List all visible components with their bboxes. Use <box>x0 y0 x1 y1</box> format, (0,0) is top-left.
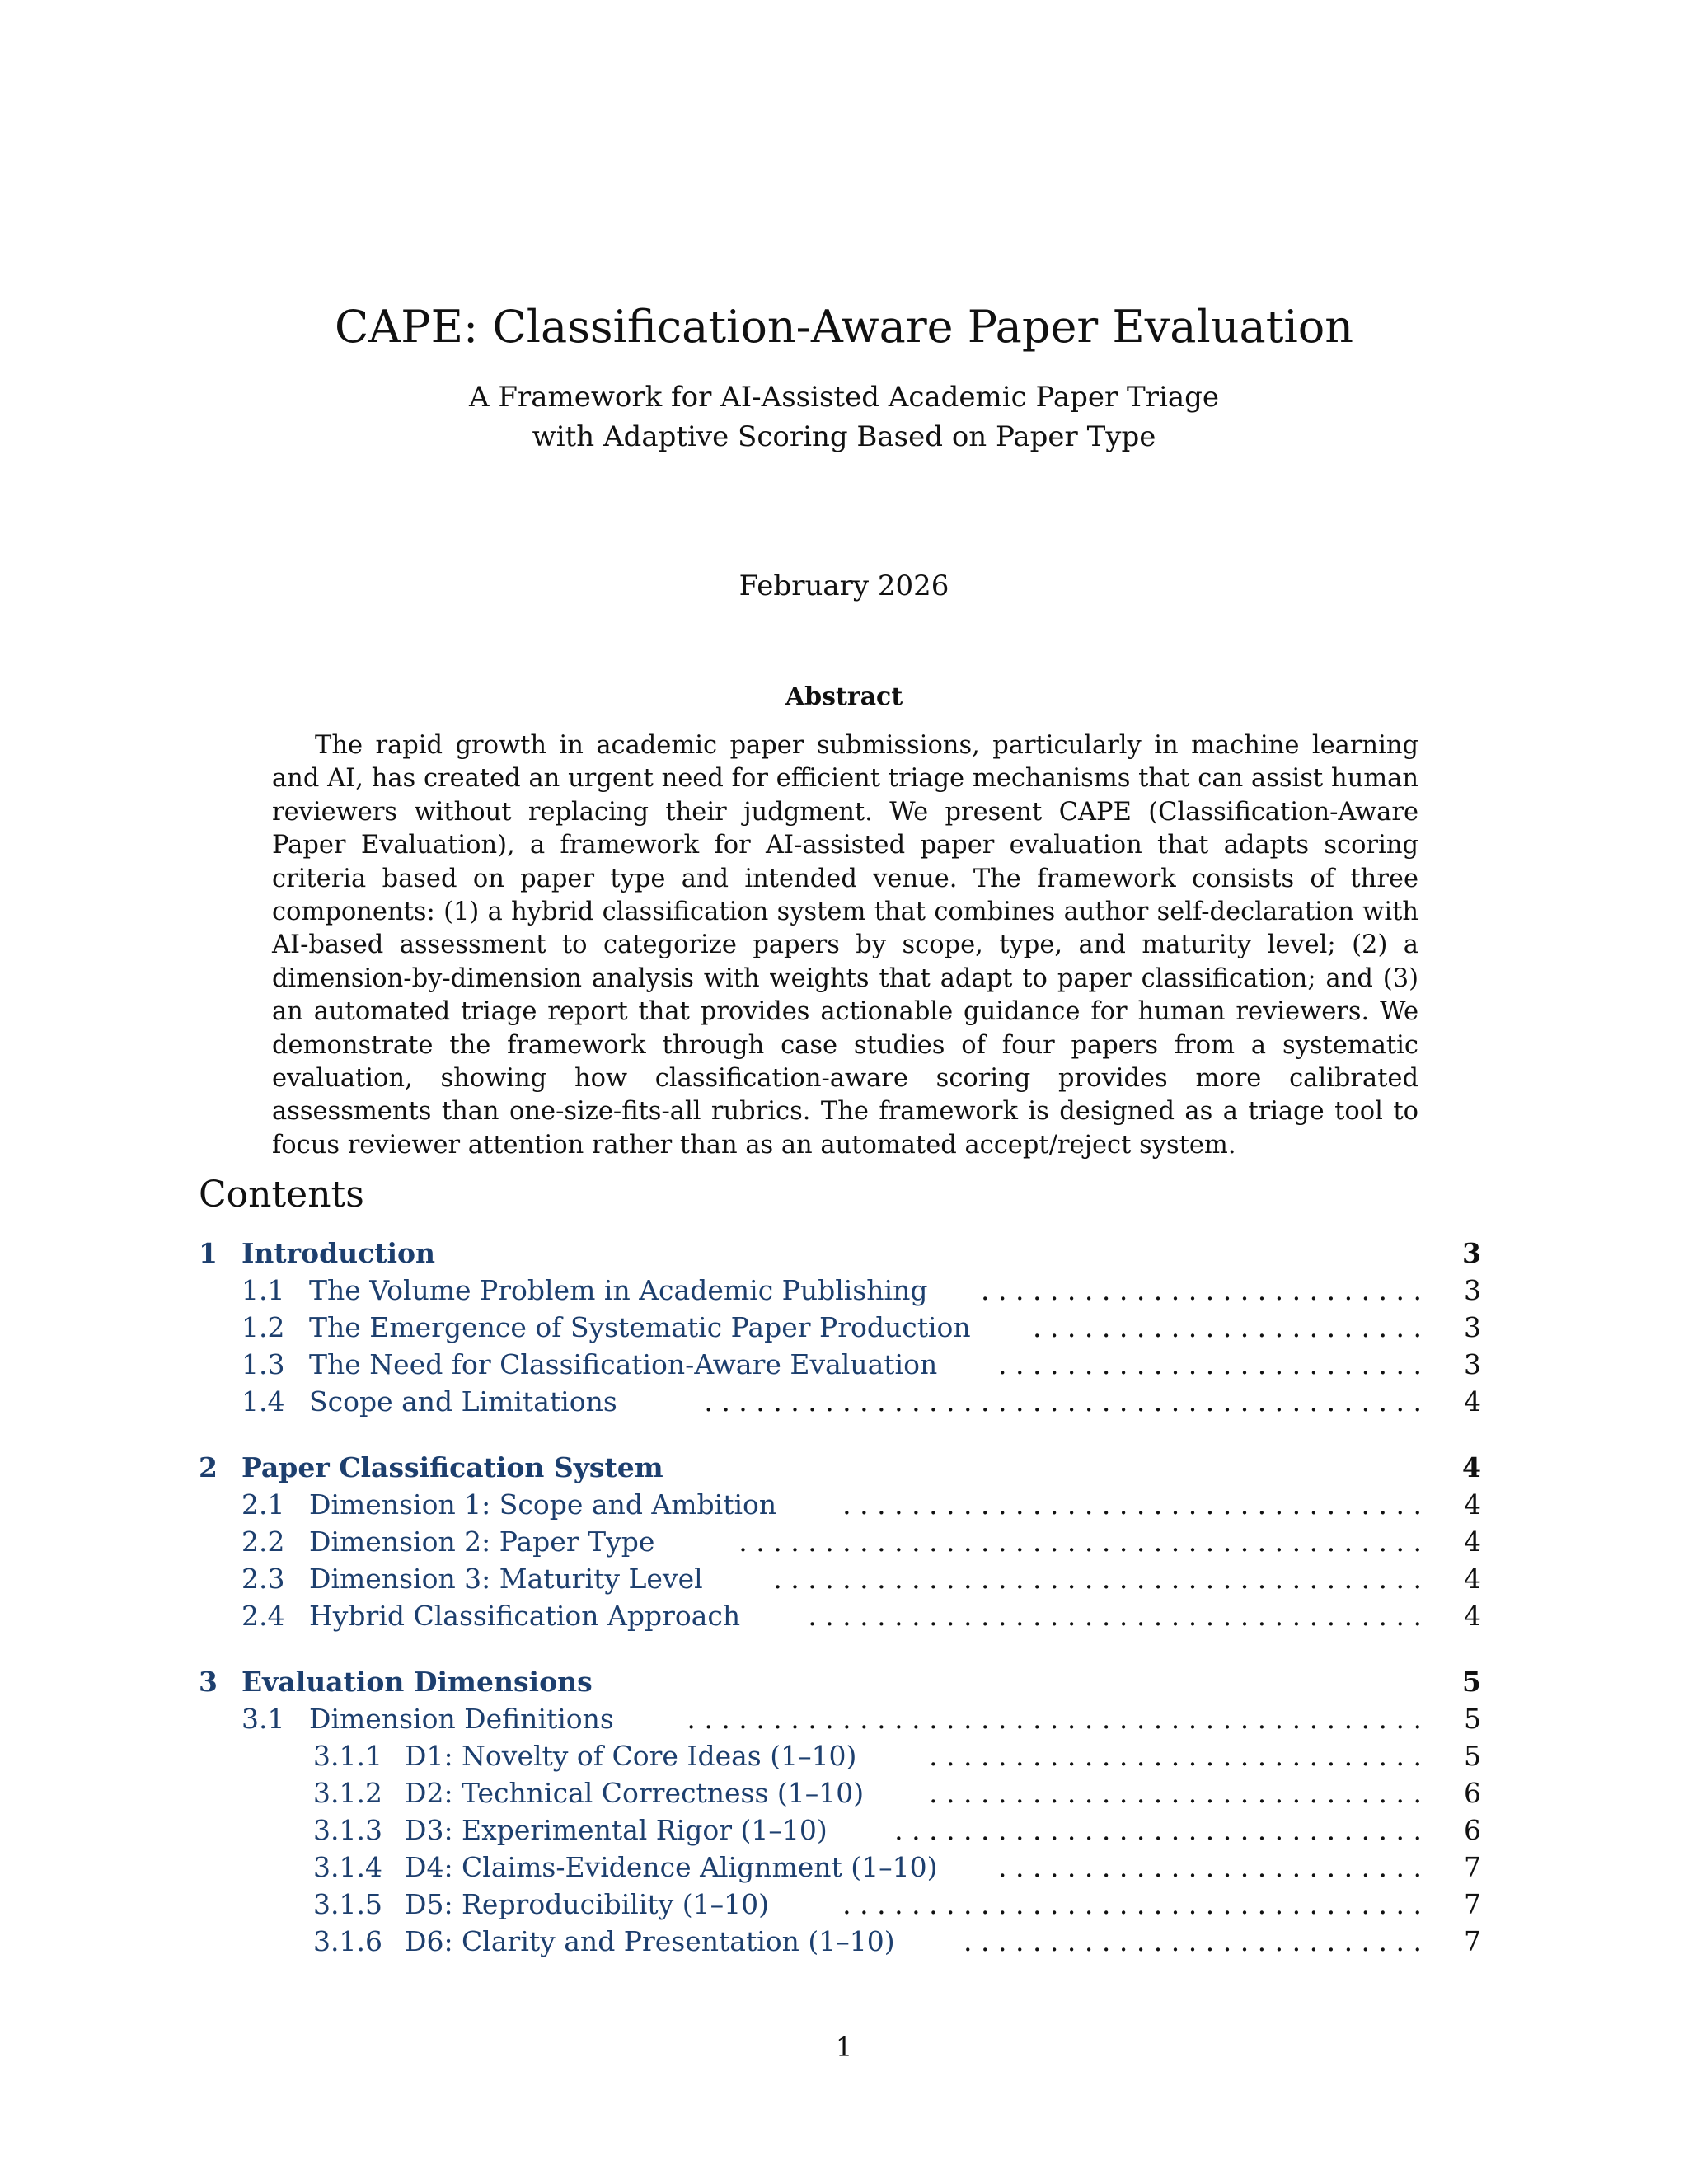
paper-subtitle-line-2: with Adaptive Scoring Based on Paper Type <box>532 420 1156 453</box>
toc-dot-leader: . . . . . . . . . . . . . . . . . . . . . . . . . <box>998 1851 1422 1883</box>
toc-dot-leader: . . . . . . . . . . . . . . . . . . . . . . . . . . . . . . . . . . . . <box>808 1600 1422 1632</box>
toc-entry-label[interactable]: D3: Experimental Rigor (1–10) <box>405 1814 828 1846</box>
toc-entry-label[interactable]: D4: Claims-Evidence Alignment (1–10) <box>405 1851 938 1883</box>
toc-entry-number: 3.1 <box>241 1703 285 1735</box>
toc-subsection-entry[interactable] <box>199 1701 1481 1737</box>
page-number: 1 <box>835 2032 853 2063</box>
toc-subsection-entry[interactable] <box>199 1310 1481 1346</box>
toc-dot-leader: . . . . . . . . . . . . . . . . . . . . . . . . . . . . . . . . . . . . . . . . . . . <box>687 1703 1422 1735</box>
toc-entry-page[interactable]: 7 <box>1464 1888 1481 1920</box>
toc-entry-number: 1.2 <box>241 1311 285 1343</box>
abstract-text: The rapid growth in academic paper submissions, particularly in machine learning and AI, has created an urgent need for efficient triage mechanisms that can assist human reviewers without replacing their judgment. We present CAPE (Classification-Aware Paper Evaluation), a framework for AI-assisted paper evaluation that adapts scoring criteria based on paper type and intended venue. The framework consists of three components: (1) a hybrid classification system that combines author self-declaration with AI-based assessment to categorize papers by scope, type, and maturity level; (2) a dimension-by-dimension analysis with weights that adapt to paper classification; and (3) an automated triage report that provides actionable guidance for human reviewers. We demonstrate the framework through case studies of four papers from a systematic evaluation, showing how classification-aware scoring provides more calibrated assessments than one-size-fits-all rubrics. The framework is designed as a triage tool to focus reviewer attention rather than as an automated accept/reject system. <box>272 731 1418 1160</box>
toc-entry-number: 3 <box>199 1666 218 1698</box>
toc-entry-number: 3.1.3 <box>313 1814 382 1846</box>
toc-dot-leader: . . . . . . . . . . . . . . . . . . . . . . . <box>1032 1311 1422 1343</box>
paper-subtitle-line-1: A Framework for AI-Assisted Academic Paper Triage <box>468 381 1220 414</box>
toc-entry-label[interactable]: Evaluation Dimensions <box>241 1666 593 1698</box>
toc-entry-number: 3.1.1 <box>313 1740 382 1772</box>
toc-entry-number: 2 <box>199 1451 218 1483</box>
toc-dot-leader: . . . . . . . . . . . . . . . . . . . . . . . . . . . . . <box>929 1777 1422 1809</box>
toc-section-entry[interactable] <box>199 1664 1481 1700</box>
toc-entry-number: 2.1 <box>241 1488 285 1521</box>
toc-entry-page[interactable]: 4 <box>1462 1451 1481 1483</box>
toc-subsubsection-entry[interactable] <box>199 1886 1481 1923</box>
abstract-heading: Abstract <box>785 682 903 711</box>
toc-subsection-entry[interactable] <box>199 1272 1481 1309</box>
toc-subsubsection-entry[interactable] <box>199 1812 1481 1849</box>
toc-entry-page[interactable]: 4 <box>1464 1526 1481 1558</box>
toc-dot-leader: . . . . . . . . . . . . . . . . . . . . . . . . . . . . . . . . . . . . . . . . . . <box>704 1385 1422 1418</box>
toc-entry-number: 3.1.4 <box>313 1851 382 1883</box>
toc-entry-label[interactable]: Dimension 2: Paper Type <box>309 1526 655 1558</box>
toc-entry-label[interactable]: The Need for Classification-Aware Evaluation <box>309 1348 938 1380</box>
toc-subsection-entry[interactable] <box>199 1524 1481 1560</box>
toc-section-entry[interactable] <box>199 1450 1481 1486</box>
toc-subsection-entry[interactable] <box>199 1487 1481 1523</box>
toc-entry-number: 3.1.6 <box>313 1925 382 1957</box>
toc-entry-number: 3.1.5 <box>313 1888 382 1920</box>
toc-entry-label[interactable]: The Volume Problem in Academic Publishing <box>309 1274 928 1306</box>
toc-subsection-entry[interactable] <box>199 1384 1481 1420</box>
toc-entry-number: 1.4 <box>241 1385 285 1418</box>
toc-dot-leader: . . . . . . . . . . . . . . . . . . . . . . . . . <box>998 1348 1422 1380</box>
toc-entry-label[interactable]: D5: Reproducibility (1–10) <box>405 1888 770 1920</box>
toc-section-entry[interactable] <box>199 1235 1481 1272</box>
toc-dot-leader: . . . . . . . . . . . . . . . . . . . . . . . . . . . . . . . . . . <box>842 1888 1422 1920</box>
toc-entry-label[interactable]: Dimension 3: Maturity Level <box>309 1563 703 1595</box>
toc-dot-leader: . . . . . . . . . . . . . . . . . . . . . . . . . . . . . . . . . . . . . . <box>773 1563 1422 1595</box>
toc-dot-leader: . . . . . . . . . . . . . . . . . . . . . . . . . . . . . <box>929 1740 1422 1772</box>
toc-entry-number: 2.3 <box>241 1563 285 1595</box>
toc-dot-leader: . . . . . . . . . . . . . . . . . . . . . . . . . . <box>981 1274 1422 1306</box>
toc-subsubsection-entry[interactable] <box>199 1738 1481 1774</box>
toc-subsubsection-entry[interactable] <box>199 1924 1481 1960</box>
toc-entry-number: 3.1.2 <box>313 1777 382 1809</box>
toc-entry-page[interactable]: 6 <box>1464 1777 1481 1809</box>
toc-entry-label[interactable]: The Emergence of Systematic Paper Production <box>309 1311 971 1343</box>
toc-dot-leader: . . . . . . . . . . . . . . . . . . . . . . . . . . . . . . . . . . . . . . . . <box>738 1526 1422 1558</box>
toc-dot-leader: . . . . . . . . . . . . . . . . . . . . . . . . . . . . . . . <box>894 1814 1422 1846</box>
toc-entry-label[interactable]: Dimension 1: Scope and Ambition <box>309 1488 777 1521</box>
toc-entry-page[interactable]: 7 <box>1464 1851 1481 1883</box>
paper-title: CAPE: Classification-Aware Paper Evaluation <box>334 301 1353 353</box>
toc-subsubsection-entry[interactable] <box>199 1849 1481 1886</box>
toc-entry-number: 2.2 <box>241 1526 285 1558</box>
toc-subsection-entry[interactable] <box>199 1561 1481 1597</box>
toc-dot-leader: . . . . . . . . . . . . . . . . . . . . . . . . . . . <box>964 1925 1422 1957</box>
toc-entry-number: 1 <box>199 1237 218 1269</box>
toc-entry-page[interactable]: 4 <box>1464 1563 1481 1595</box>
toc-entry-page[interactable]: 4 <box>1464 1488 1481 1521</box>
toc-entry-label[interactable]: Dimension Definitions <box>309 1703 614 1735</box>
toc-entry-page[interactable]: 3 <box>1464 1311 1481 1343</box>
toc-subsubsection-entry[interactable] <box>199 1775 1481 1811</box>
toc-entry-number: 1.1 <box>241 1274 285 1306</box>
toc-entry-page[interactable]: 3 <box>1464 1348 1481 1380</box>
toc-entry-page[interactable]: 5 <box>1462 1666 1481 1698</box>
paper-date: February 2026 <box>738 569 950 602</box>
toc-entry-page[interactable]: 6 <box>1464 1814 1481 1846</box>
toc-entry-label[interactable]: D6: Clarity and Presentation (1–10) <box>405 1925 895 1957</box>
toc-entry-label[interactable]: D1: Novelty of Core Ideas (1–10) <box>405 1740 857 1772</box>
toc-subsection-entry[interactable] <box>199 1347 1481 1383</box>
toc-entry-page[interactable]: 3 <box>1462 1237 1481 1269</box>
toc-subsection-entry[interactable] <box>199 1598 1481 1634</box>
toc-entry-number: 2.4 <box>241 1600 285 1632</box>
toc-entry-page[interactable]: 4 <box>1464 1385 1481 1418</box>
toc-entry-page[interactable]: 7 <box>1464 1925 1481 1957</box>
toc-entry-number: 1.3 <box>241 1348 285 1380</box>
toc-entry-label[interactable]: Hybrid Classification Approach <box>309 1600 741 1632</box>
contents-heading: Contents <box>199 1174 364 1216</box>
toc-entry-label[interactable]: D2: Technical Correctness (1–10) <box>405 1777 865 1809</box>
toc-entry-page[interactable]: 5 <box>1464 1740 1481 1772</box>
toc-entry-label[interactable]: Scope and Limitations <box>309 1385 617 1418</box>
toc-entry-page[interactable]: 4 <box>1464 1600 1481 1632</box>
toc-entry-label[interactable]: Introduction <box>241 1237 436 1269</box>
toc-entry-page[interactable]: 5 <box>1464 1703 1481 1735</box>
toc-entry-label[interactable]: Paper Classification System <box>241 1451 663 1483</box>
toc-dot-leader: . . . . . . . . . . . . . . . . . . . . . . . . . . . . . . . . . . <box>842 1488 1422 1521</box>
toc-entry-page[interactable]: 3 <box>1464 1274 1481 1306</box>
